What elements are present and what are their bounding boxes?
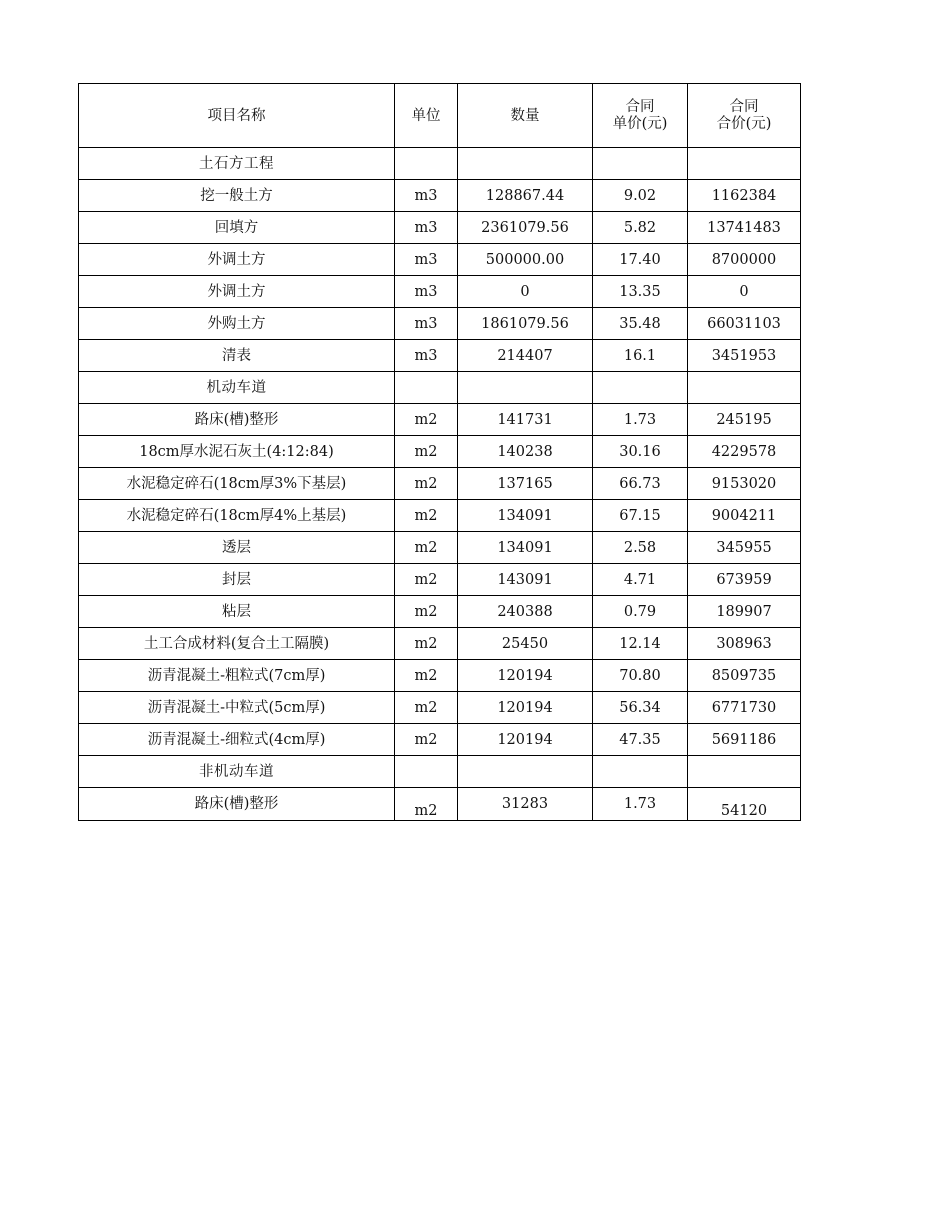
item-name-cell: 沥青混凝土-细粒式(4cm厚) bbox=[79, 724, 395, 756]
header-total-price bbox=[688, 84, 801, 148]
item-name-cell: 路床(槽)整形 bbox=[79, 404, 395, 436]
table-row bbox=[79, 212, 801, 244]
table-row bbox=[79, 180, 801, 212]
item-name-cell: 清表 bbox=[79, 340, 395, 372]
quantity-cell: 500000.00 bbox=[458, 244, 593, 276]
header-unit-price-line1: 合同 bbox=[625, 98, 655, 115]
total-cell: 13741483 bbox=[688, 212, 801, 244]
table-row bbox=[79, 468, 801, 500]
unit-price-cell: 66.73 bbox=[593, 468, 688, 500]
section-name: 土石方工程 bbox=[79, 148, 395, 180]
unit-cell: m2 bbox=[395, 628, 458, 660]
quantity-cell: 0 bbox=[458, 276, 593, 308]
quantity-cell: 25450 bbox=[458, 628, 593, 660]
table-row bbox=[79, 500, 801, 532]
item-name-cell: 回填方 bbox=[79, 212, 395, 244]
quantity-cell: 31283 bbox=[458, 788, 593, 821]
total-cell: 9153020 bbox=[688, 468, 801, 500]
unit-cell bbox=[395, 756, 458, 788]
total-cell: 245195 bbox=[688, 404, 801, 436]
total-cell: 3451953 bbox=[688, 340, 801, 372]
quantity-cell bbox=[458, 756, 593, 788]
unit-cell bbox=[395, 148, 458, 180]
unit-price-cell: 30.16 bbox=[593, 436, 688, 468]
total-cell: 673959 bbox=[688, 564, 801, 596]
table-row bbox=[79, 628, 801, 660]
total-cell: 345955 bbox=[688, 532, 801, 564]
table-row bbox=[79, 308, 801, 340]
unit-cell: m2 bbox=[395, 564, 458, 596]
unit-cell: m2 bbox=[395, 404, 458, 436]
unit-cell: m3 bbox=[395, 212, 458, 244]
total-cell bbox=[688, 372, 801, 404]
total-cell: 9004211 bbox=[688, 500, 801, 532]
header-unit-price bbox=[593, 84, 688, 148]
item-name-cell: 土工合成材料(复合土工隔膜) bbox=[79, 628, 395, 660]
unit-cell: m2 bbox=[395, 532, 458, 564]
quantity-cell: 120194 bbox=[458, 724, 593, 756]
item-name-cell: 封层 bbox=[79, 564, 395, 596]
item-name-cell: 水泥稳定碎石(18cm厚3%下基层) bbox=[79, 468, 395, 500]
quantity-cell bbox=[458, 372, 593, 404]
unit-price-cell bbox=[593, 148, 688, 180]
table-row bbox=[79, 724, 801, 756]
unit-cell: m2 bbox=[395, 500, 458, 532]
quantity-cell: 214407 bbox=[458, 340, 593, 372]
header-total-price-line2: 合价(元) bbox=[716, 115, 772, 132]
total-cell: 5691186 bbox=[688, 724, 801, 756]
unit-price-cell: 4.71 bbox=[593, 564, 688, 596]
table-row bbox=[79, 340, 801, 372]
table-row bbox=[79, 532, 801, 564]
quantity-cell: 134091 bbox=[458, 532, 593, 564]
unit-cell: m2 bbox=[395, 724, 458, 756]
quantity-cell: 1861079.56 bbox=[458, 308, 593, 340]
item-name-cell: 沥青混凝土-中粒式(5cm厚) bbox=[79, 692, 395, 724]
unit-cell: m3 bbox=[395, 180, 458, 212]
total-cell: 4229578 bbox=[688, 436, 801, 468]
unit-cell: m2 bbox=[395, 468, 458, 500]
item-name-cell: 外调土方 bbox=[79, 244, 395, 276]
item-name-cell: 水泥稳定碎石(18cm厚4%上基层) bbox=[79, 500, 395, 532]
unit-cell: m3 bbox=[395, 244, 458, 276]
quantity-cell: 240388 bbox=[458, 596, 593, 628]
header-quantity: 数量 bbox=[458, 84, 593, 148]
unit-price-cell: 9.02 bbox=[593, 180, 688, 212]
section-row bbox=[79, 372, 801, 404]
item-name-cell: 挖一般土方 bbox=[79, 180, 395, 212]
unit-price-cell bbox=[593, 756, 688, 788]
header-unit: 单位 bbox=[395, 84, 458, 148]
total-cell bbox=[688, 148, 801, 180]
unit-price-cell: 13.35 bbox=[593, 276, 688, 308]
unit-price-cell: 12.14 bbox=[593, 628, 688, 660]
unit-cell: m2 bbox=[395, 436, 458, 468]
unit-price-cell: 35.48 bbox=[593, 308, 688, 340]
section-name: 机动车道 bbox=[79, 372, 395, 404]
quantity-cell: 2361079.56 bbox=[458, 212, 593, 244]
total-cell: 308963 bbox=[688, 628, 801, 660]
table-row bbox=[79, 404, 801, 436]
unit-price-cell: 2.58 bbox=[593, 532, 688, 564]
unit-cell bbox=[395, 372, 458, 404]
table-row bbox=[79, 692, 801, 724]
unit-price-cell: 1.73 bbox=[593, 404, 688, 436]
quantity-cell: 137165 bbox=[458, 468, 593, 500]
table-row bbox=[79, 660, 801, 692]
item-name-cell: 路床(槽)整形 bbox=[79, 788, 395, 821]
quantity-cell: 128867.44 bbox=[458, 180, 593, 212]
header-name: 项目名称 bbox=[79, 84, 395, 148]
unit-cell: m2 bbox=[395, 692, 458, 724]
total-cell: 54120 bbox=[688, 788, 801, 821]
cost-table bbox=[78, 83, 801, 821]
item-name-cell: 沥青混凝土-粗粒式(7cm厚) bbox=[79, 660, 395, 692]
table-row bbox=[79, 244, 801, 276]
unit-cell: m2 bbox=[395, 788, 458, 821]
total-cell: 6771730 bbox=[688, 692, 801, 724]
quantity-cell: 140238 bbox=[458, 436, 593, 468]
table-row bbox=[79, 564, 801, 596]
total-cell: 8509735 bbox=[688, 660, 801, 692]
quantity-cell: 120194 bbox=[458, 660, 593, 692]
header-total-price-line1: 合同 bbox=[729, 98, 759, 115]
item-name-cell: 外调土方 bbox=[79, 276, 395, 308]
quantity-cell: 134091 bbox=[458, 500, 593, 532]
unit-price-cell: 70.80 bbox=[593, 660, 688, 692]
unit-price-cell: 0.79 bbox=[593, 596, 688, 628]
table-row bbox=[79, 788, 801, 821]
section-row bbox=[79, 756, 801, 788]
total-cell: 0 bbox=[688, 276, 801, 308]
header-unit-price-line2: 单价(元) bbox=[612, 115, 668, 132]
unit-price-cell: 1.73 bbox=[593, 788, 688, 821]
unit-cell: m3 bbox=[395, 308, 458, 340]
unit-cell: m2 bbox=[395, 596, 458, 628]
quantity-cell: 143091 bbox=[458, 564, 593, 596]
unit-price-cell bbox=[593, 372, 688, 404]
item-name-cell: 透层 bbox=[79, 532, 395, 564]
unit-price-cell: 17.40 bbox=[593, 244, 688, 276]
section-name: 非机动车道 bbox=[79, 756, 395, 788]
unit-price-cell: 47.35 bbox=[593, 724, 688, 756]
table-row bbox=[79, 596, 801, 628]
total-cell bbox=[688, 756, 801, 788]
item-name-cell: 18cm厚水泥石灰土(4:12:84) bbox=[79, 436, 395, 468]
header-row bbox=[79, 84, 801, 148]
table-row bbox=[79, 436, 801, 468]
unit-price-cell: 67.15 bbox=[593, 500, 688, 532]
total-cell: 189907 bbox=[688, 596, 801, 628]
quantity-cell bbox=[458, 148, 593, 180]
total-cell: 66031103 bbox=[688, 308, 801, 340]
item-name-cell: 外购土方 bbox=[79, 308, 395, 340]
unit-cell: m3 bbox=[395, 340, 458, 372]
unit-cell: m3 bbox=[395, 276, 458, 308]
quantity-cell: 120194 bbox=[458, 692, 593, 724]
unit-cell: m2 bbox=[395, 660, 458, 692]
item-name-cell: 粘层 bbox=[79, 596, 395, 628]
section-row bbox=[79, 148, 801, 180]
unit-price-cell: 56.34 bbox=[593, 692, 688, 724]
unit-price-cell: 16.1 bbox=[593, 340, 688, 372]
table-row bbox=[79, 276, 801, 308]
total-cell: 1162384 bbox=[688, 180, 801, 212]
total-cell: 8700000 bbox=[688, 244, 801, 276]
unit-price-cell: 5.82 bbox=[593, 212, 688, 244]
quantity-cell: 141731 bbox=[458, 404, 593, 436]
